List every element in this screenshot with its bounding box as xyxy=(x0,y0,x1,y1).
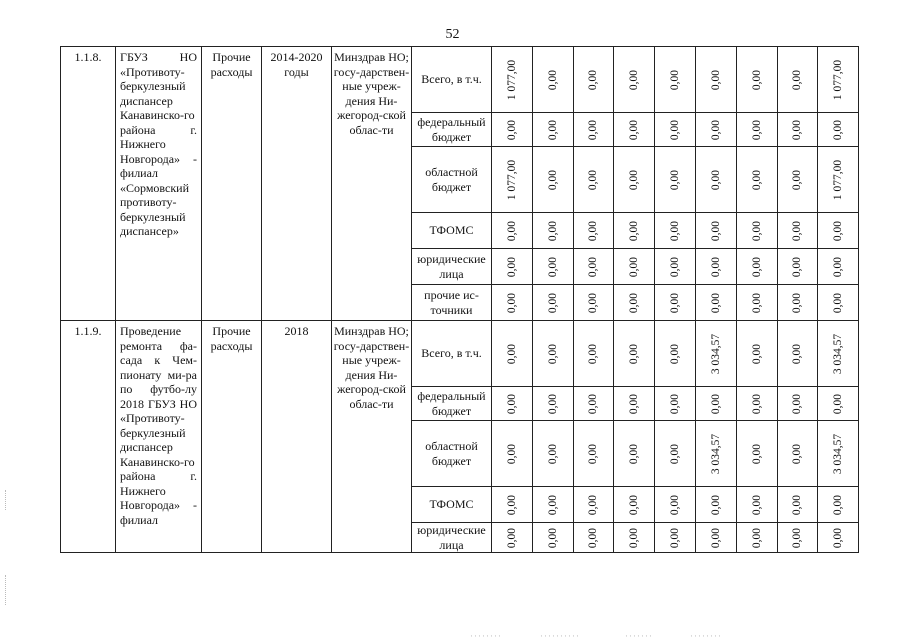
amount-value: 0,00 xyxy=(587,527,600,548)
scan-artifact: ········ xyxy=(690,631,722,641)
amount-value: 0,00 xyxy=(832,292,845,313)
amount-cell xyxy=(614,113,655,147)
amount-cell xyxy=(695,487,736,523)
amount-cell xyxy=(655,213,696,249)
amount-value: 3 034,57 xyxy=(709,333,722,374)
amount-value: 0,00 xyxy=(505,119,518,140)
amount-cell xyxy=(614,387,655,421)
amount-cell xyxy=(492,113,533,147)
amount-value: 0,00 xyxy=(709,220,722,241)
funding-source-label: федеральный бюджет xyxy=(412,387,492,421)
amount-value: 0,00 xyxy=(505,393,518,414)
amount-cell xyxy=(695,523,736,553)
amount-value: 0,00 xyxy=(791,169,804,190)
amount-cell xyxy=(614,421,655,487)
amount-cell xyxy=(736,113,777,147)
funding-source-label: областной бюджет xyxy=(412,147,492,213)
funding-source-label: федеральный бюджет xyxy=(412,113,492,147)
amount-cell xyxy=(573,421,614,487)
amount-value: 0,00 xyxy=(709,119,722,140)
amount-value: 3 034,57 xyxy=(832,333,845,374)
amount-value: 0,00 xyxy=(628,494,641,515)
amount-cell xyxy=(573,113,614,147)
amount-value: 0,00 xyxy=(668,169,681,190)
amount-cell xyxy=(818,113,859,147)
amount-cell xyxy=(736,249,777,285)
amount-value: 0,00 xyxy=(668,443,681,464)
page-number: 52 xyxy=(445,27,460,42)
amount-value: 0,00 xyxy=(750,292,763,313)
table-row xyxy=(61,47,859,113)
amount-value: 0,00 xyxy=(791,443,804,464)
amount-value: 0,00 xyxy=(750,220,763,241)
amount-value: 0,00 xyxy=(505,292,518,313)
amount-cell xyxy=(655,285,696,321)
amount-value: 0,00 xyxy=(587,494,600,515)
amount-value: 0,00 xyxy=(668,69,681,90)
amount-value: 0,00 xyxy=(791,494,804,515)
amount-cell xyxy=(573,321,614,387)
amount-cell xyxy=(614,147,655,213)
table-row xyxy=(61,321,859,387)
amount-cell xyxy=(655,487,696,523)
amount-cell xyxy=(492,249,533,285)
amount-value: 3 034,57 xyxy=(832,433,845,474)
amount-value: 0,00 xyxy=(709,292,722,313)
amount-cell xyxy=(818,285,859,321)
scan-artifact: ······· xyxy=(625,631,653,641)
amount-cell xyxy=(777,321,818,387)
amount-value: 0,00 xyxy=(628,292,641,313)
funding-source-label: юридические лица xyxy=(412,523,492,553)
amount-cell xyxy=(573,147,614,213)
amount-value: 0,00 xyxy=(587,256,600,277)
amount-cell xyxy=(573,47,614,113)
amount-cell xyxy=(695,249,736,285)
amount-cell xyxy=(777,387,818,421)
amount-value: 0,00 xyxy=(832,494,845,515)
amount-value: 0,00 xyxy=(832,256,845,277)
amount-cell xyxy=(614,523,655,553)
amount-cell xyxy=(655,523,696,553)
amount-cell xyxy=(532,321,573,387)
amount-value: 0,00 xyxy=(587,69,600,90)
amount-value: 0,00 xyxy=(546,256,559,277)
item-number: 1.1.8. xyxy=(61,47,116,321)
budget-table xyxy=(60,46,859,553)
amount-cell xyxy=(655,47,696,113)
funding-source-label: юридические лица xyxy=(412,249,492,285)
amount-value: 0,00 xyxy=(546,169,559,190)
amount-value: 0,00 xyxy=(668,343,681,364)
amount-cell xyxy=(818,523,859,553)
amount-value: 0,00 xyxy=(709,169,722,190)
amount-value: 0,00 xyxy=(505,443,518,464)
amount-cell xyxy=(532,421,573,487)
amount-cell xyxy=(777,47,818,113)
expense-type: Прочие расходы xyxy=(202,321,262,553)
amount-value: 1 077,00 xyxy=(505,59,518,100)
amount-cell xyxy=(573,213,614,249)
amount-cell xyxy=(818,487,859,523)
amount-cell xyxy=(532,147,573,213)
amount-cell xyxy=(777,147,818,213)
amount-value: 0,00 xyxy=(832,393,845,414)
amount-value: 0,00 xyxy=(668,527,681,548)
executor: Минздрав НО; госу-дарствен-ные учреж-дения Ни-жегород-ской облас-ти xyxy=(332,47,412,321)
amount-cell xyxy=(614,249,655,285)
amount-value: 0,00 xyxy=(668,393,681,414)
amount-cell xyxy=(736,213,777,249)
period: 2018 xyxy=(262,321,332,553)
amount-value: 0,00 xyxy=(628,343,641,364)
amount-value: 0,00 xyxy=(791,527,804,548)
executor: Минздрав НО; госу-дарствен-ные учреж-дения Ни-жегород-ской облас-ти xyxy=(332,321,412,553)
amount-value: 0,00 xyxy=(628,393,641,414)
amount-value: 3 034,57 xyxy=(709,433,722,474)
amount-cell xyxy=(818,147,859,213)
amount-value: 0,00 xyxy=(628,256,641,277)
amount-cell xyxy=(573,285,614,321)
amount-cell xyxy=(736,147,777,213)
amount-value: 0,00 xyxy=(587,220,600,241)
amount-value: 0,00 xyxy=(587,393,600,414)
amount-cell xyxy=(614,213,655,249)
amount-value: 1 077,00 xyxy=(832,159,845,200)
amount-cell xyxy=(695,47,736,113)
amount-cell xyxy=(532,213,573,249)
item-number: 1.1.9. xyxy=(61,321,116,553)
amount-cell xyxy=(695,321,736,387)
amount-value: 0,00 xyxy=(587,343,600,364)
period: 2014-2020 годы xyxy=(262,47,332,321)
amount-cell xyxy=(655,387,696,421)
amount-cell xyxy=(818,249,859,285)
amount-value: 0,00 xyxy=(505,220,518,241)
amount-value: 0,00 xyxy=(750,393,763,414)
funding-source-label: ТФОМС xyxy=(412,213,492,249)
amount-cell xyxy=(777,249,818,285)
amount-value: 0,00 xyxy=(546,292,559,313)
amount-value: 0,00 xyxy=(505,494,518,515)
amount-value: 0,00 xyxy=(587,292,600,313)
amount-value: 0,00 xyxy=(709,527,722,548)
amount-value: 0,00 xyxy=(832,119,845,140)
amount-value: 0,00 xyxy=(546,443,559,464)
amount-value: 0,00 xyxy=(791,292,804,313)
amount-value: 0,00 xyxy=(832,527,845,548)
scan-artifact: ·········· xyxy=(540,631,580,641)
amount-cell xyxy=(736,523,777,553)
amount-cell xyxy=(614,47,655,113)
scan-artifact: ········ xyxy=(470,631,502,641)
amount-cell xyxy=(818,213,859,249)
amount-cell xyxy=(492,285,533,321)
amount-cell xyxy=(492,387,533,421)
amount-cell xyxy=(655,421,696,487)
amount-value: 0,00 xyxy=(750,169,763,190)
amount-cell xyxy=(655,113,696,147)
amount-cell xyxy=(614,321,655,387)
amount-value: 0,00 xyxy=(668,256,681,277)
amount-cell xyxy=(492,523,533,553)
scan-edge-mark xyxy=(5,490,7,510)
amount-value: 0,00 xyxy=(546,69,559,90)
amount-cell xyxy=(695,113,736,147)
amount-cell xyxy=(492,213,533,249)
amount-cell xyxy=(492,421,533,487)
amount-value: 0,00 xyxy=(628,443,641,464)
amount-cell xyxy=(818,47,859,113)
amount-cell xyxy=(818,421,859,487)
amount-cell xyxy=(614,285,655,321)
amount-cell xyxy=(777,213,818,249)
amount-value: 0,00 xyxy=(791,343,804,364)
amount-value: 0,00 xyxy=(628,69,641,90)
amount-value: 0,00 xyxy=(791,220,804,241)
amount-value: 0,00 xyxy=(587,169,600,190)
amount-cell xyxy=(532,47,573,113)
amount-cell xyxy=(532,285,573,321)
amount-value: 0,00 xyxy=(628,119,641,140)
amount-value: 0,00 xyxy=(791,393,804,414)
amount-value: 0,00 xyxy=(546,393,559,414)
amount-value: 0,00 xyxy=(505,343,518,364)
amount-cell xyxy=(573,249,614,285)
amount-cell xyxy=(777,285,818,321)
amount-value: 0,00 xyxy=(709,69,722,90)
amount-value: 0,00 xyxy=(628,220,641,241)
amount-cell xyxy=(736,487,777,523)
amount-value: 0,00 xyxy=(709,256,722,277)
amount-value: 0,00 xyxy=(750,343,763,364)
amount-cell xyxy=(736,47,777,113)
amount-value: 0,00 xyxy=(750,494,763,515)
amount-value: 0,00 xyxy=(668,220,681,241)
amount-value: 0,00 xyxy=(791,69,804,90)
amount-value: 0,00 xyxy=(750,443,763,464)
amount-value: 0,00 xyxy=(546,527,559,548)
amount-value: 0,00 xyxy=(709,494,722,515)
amount-cell xyxy=(492,487,533,523)
item-name: ГБУЗ НО «Противоту-беркулезный диспансер Канавинско-го района г. Нижнего Новгорода» - филиал «Сормовский противоту-беркулезный диспансер» xyxy=(116,47,202,321)
amount-cell xyxy=(492,147,533,213)
amount-cell xyxy=(818,321,859,387)
amount-cell xyxy=(532,387,573,421)
amount-cell xyxy=(695,213,736,249)
amount-cell xyxy=(695,285,736,321)
amount-value: 0,00 xyxy=(587,119,600,140)
amount-value: 0,00 xyxy=(668,292,681,313)
amount-cell xyxy=(573,487,614,523)
amount-cell xyxy=(777,113,818,147)
amount-value: 0,00 xyxy=(505,256,518,277)
amount-cell xyxy=(532,523,573,553)
amount-value: 0,00 xyxy=(546,220,559,241)
amount-value: 0,00 xyxy=(750,256,763,277)
amount-cell xyxy=(736,285,777,321)
item-name: Проведение ремонта фа-сада к Чем-пионату ми-ра по футбо-лу 2018 ГБУЗ НО «Противоту-беркулезный диспансер Канавинско-го района г. Нижнего Новгорода» - филиал xyxy=(116,321,202,553)
funding-source-label: Всего, в т.ч. xyxy=(412,47,492,113)
amount-value: 0,00 xyxy=(832,220,845,241)
amount-cell xyxy=(532,249,573,285)
amount-value: 0,00 xyxy=(668,119,681,140)
amount-value: 0,00 xyxy=(505,527,518,548)
amount-cell xyxy=(695,147,736,213)
amount-value: 0,00 xyxy=(750,527,763,548)
amount-cell xyxy=(573,523,614,553)
amount-value: 0,00 xyxy=(628,527,641,548)
amount-value: 0,00 xyxy=(587,443,600,464)
amount-cell xyxy=(532,487,573,523)
scan-edge-mark xyxy=(5,575,7,605)
funding-source-label: ТФОМС xyxy=(412,487,492,523)
funding-source-label: областной бюджет xyxy=(412,421,492,487)
amount-cell xyxy=(492,47,533,113)
amount-value: 0,00 xyxy=(628,169,641,190)
amount-cell xyxy=(655,321,696,387)
amount-value: 0,00 xyxy=(791,119,804,140)
funding-source-label: Всего, в т.ч. xyxy=(412,321,492,387)
amount-value: 0,00 xyxy=(546,343,559,364)
amount-cell xyxy=(818,387,859,421)
amount-value: 0,00 xyxy=(546,119,559,140)
amount-value: 0,00 xyxy=(546,494,559,515)
amount-cell xyxy=(492,321,533,387)
amount-cell xyxy=(736,421,777,487)
amount-value: 0,00 xyxy=(709,393,722,414)
amount-cell xyxy=(777,523,818,553)
amount-cell xyxy=(736,321,777,387)
amount-cell xyxy=(695,387,736,421)
amount-cell xyxy=(614,487,655,523)
amount-cell xyxy=(736,387,777,421)
funding-source-label: прочие ис-точники xyxy=(412,285,492,321)
expense-type: Прочие расходы xyxy=(202,47,262,321)
amount-value: 1 077,00 xyxy=(832,59,845,100)
amount-cell xyxy=(777,421,818,487)
amount-value: 1 077,00 xyxy=(505,159,518,200)
amount-cell xyxy=(777,487,818,523)
amount-cell xyxy=(655,249,696,285)
amount-cell xyxy=(532,113,573,147)
amount-cell xyxy=(695,421,736,487)
amount-cell xyxy=(655,147,696,213)
amount-cell xyxy=(573,387,614,421)
amount-value: 0,00 xyxy=(668,494,681,515)
amount-value: 0,00 xyxy=(750,69,763,90)
amount-value: 0,00 xyxy=(791,256,804,277)
amount-value: 0,00 xyxy=(750,119,763,140)
